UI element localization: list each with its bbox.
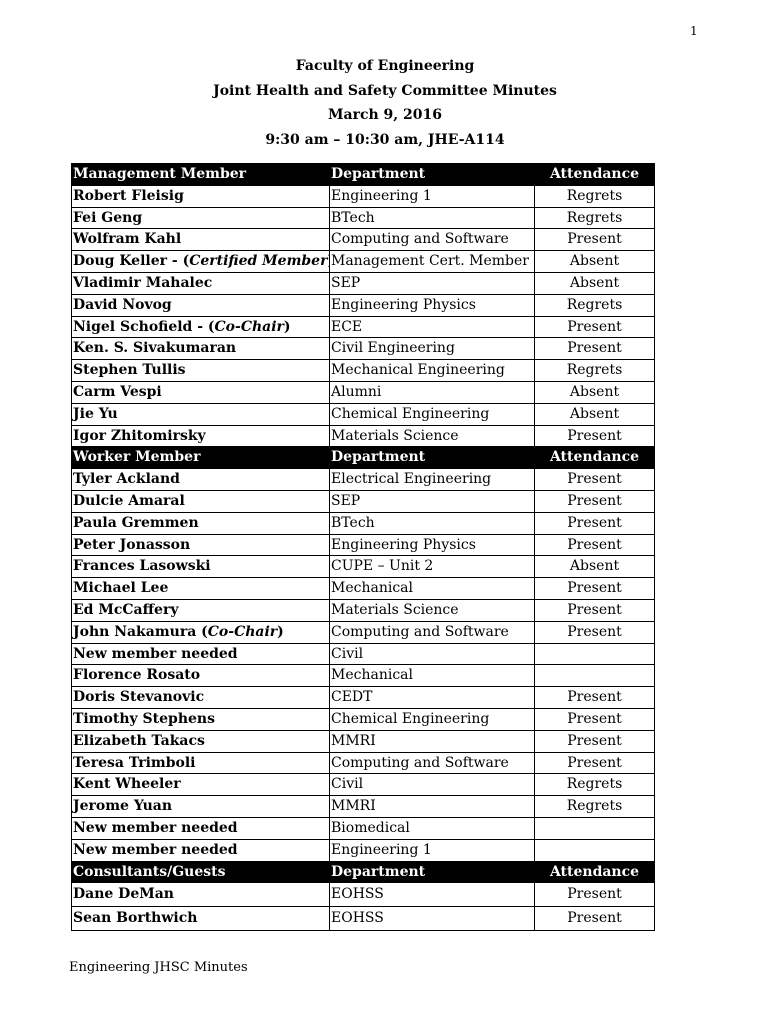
- member-name: Igor Zhitomirsky: [72, 425, 330, 447]
- guests-column-header: Department: [330, 861, 535, 883]
- member-department: Engineering Physics: [330, 534, 535, 556]
- management-header-row: [72, 164, 655, 186]
- member-name: Fei Geng: [72, 207, 330, 229]
- member-name: Wolfram Kahl: [72, 229, 330, 251]
- member-department: SEP: [330, 272, 535, 294]
- member-name: New member needed: [72, 839, 330, 861]
- member-attendance: [535, 817, 655, 839]
- member-attendance: Absent: [535, 381, 655, 403]
- table-row: [72, 207, 655, 229]
- table-row: [72, 425, 655, 447]
- member-department: MMRI: [330, 730, 535, 752]
- member-attendance: Regrets: [535, 774, 655, 796]
- member-name: Timothy Stephens: [72, 708, 330, 730]
- member-department: MMRI: [330, 796, 535, 818]
- member-department: SEP: [330, 490, 535, 512]
- member-attendance: Present: [535, 469, 655, 491]
- member-department: EOHSS: [330, 907, 535, 931]
- member-department: Computing and Software: [330, 621, 535, 643]
- member-attendance: Present: [535, 534, 655, 556]
- workers-column-header: Attendance: [535, 447, 655, 469]
- meeting-date: March 9, 2016: [328, 107, 442, 123]
- member-name: Dulcie Amaral: [72, 490, 330, 512]
- member-name-suffix: ): [283, 318, 291, 335]
- member-name: Robert Fleisig: [72, 185, 330, 207]
- management-column-header: Management Member: [72, 164, 330, 186]
- member-role: Co-Chair: [214, 318, 284, 335]
- member-department: EOHSS: [330, 883, 535, 907]
- guests-column-header: Consultants/Guests: [72, 861, 330, 883]
- member-department: Computing and Software: [330, 229, 535, 251]
- table-row: [72, 839, 655, 861]
- member-department: Mechanical Engineering: [330, 360, 535, 382]
- member-attendance: Present: [535, 599, 655, 621]
- member-attendance: Regrets: [535, 185, 655, 207]
- member-attendance: Absent: [535, 403, 655, 425]
- member-department: Engineering Physics: [330, 294, 535, 316]
- table-row: [72, 229, 655, 251]
- management-column-header: Attendance: [535, 164, 655, 186]
- page-number: 1: [690, 24, 698, 38]
- table-row: [72, 316, 655, 338]
- table-row: [72, 251, 655, 273]
- member-name: Paula Gremmen: [72, 512, 330, 534]
- workers-header-row: [72, 447, 655, 469]
- member-department: Engineering 1: [330, 185, 535, 207]
- member-name: Ken. S. Sivakumaran: [72, 338, 330, 360]
- table-row: [72, 883, 655, 907]
- member-name: David Novog: [72, 294, 330, 316]
- member-department: Electrical Engineering: [330, 469, 535, 491]
- table-row: [72, 687, 655, 709]
- member-attendance: [535, 839, 655, 861]
- member-department: Chemical Engineering: [330, 403, 535, 425]
- table-row: [72, 578, 655, 600]
- member-name: Florence Rosato: [72, 665, 330, 687]
- table-row: [72, 272, 655, 294]
- table-row: [72, 360, 655, 382]
- table-row: [72, 621, 655, 643]
- member-attendance: Present: [535, 316, 655, 338]
- table-row: [72, 556, 655, 578]
- guests-header-row: [72, 861, 655, 883]
- member-role: Co-Chair: [207, 623, 278, 640]
- member-name: New member needed: [72, 643, 330, 665]
- member-department: Materials Science: [330, 599, 535, 621]
- member-department: CEDT: [330, 687, 535, 709]
- member-name: New member needed: [72, 817, 330, 839]
- member-name: Dane DeMan: [72, 883, 330, 907]
- member-attendance: Regrets: [535, 796, 655, 818]
- faculty-title: Faculty of Engineering: [295, 58, 475, 74]
- member-attendance: Present: [535, 883, 655, 907]
- member-department: Mechanical: [330, 665, 535, 687]
- member-department: ECE: [330, 316, 535, 338]
- member-name: Kent Wheeler: [72, 774, 330, 796]
- member-department: Materials Science: [330, 425, 535, 447]
- member-attendance: Present: [535, 907, 655, 931]
- table-row: [72, 185, 655, 207]
- table-row: [72, 490, 655, 512]
- table-row: [72, 643, 655, 665]
- member-attendance: Present: [535, 730, 655, 752]
- member-department: Civil: [330, 774, 535, 796]
- member-attendance: Present: [535, 708, 655, 730]
- member-name: [72, 316, 330, 338]
- table-row: [72, 730, 655, 752]
- member-name: Sean Borthwich: [72, 907, 330, 931]
- member-name: Frances Lasowski: [72, 556, 330, 578]
- member-department: Biomedical: [330, 817, 535, 839]
- member-attendance: Absent: [535, 556, 655, 578]
- member-department: Civil Engineering: [330, 338, 535, 360]
- footer-text: Engineering JHSC Minutes: [69, 960, 248, 975]
- table-row: [72, 708, 655, 730]
- member-name-text: John Nakamura (: [73, 623, 208, 640]
- table-row: [72, 817, 655, 839]
- member-attendance: Absent: [535, 272, 655, 294]
- member-name: Jerome Yuan: [72, 796, 330, 818]
- member-attendance: Absent: [535, 251, 655, 273]
- table-row: [72, 381, 655, 403]
- member-attendance: Present: [535, 512, 655, 534]
- member-department: Mechanical: [330, 578, 535, 600]
- member-name: [72, 251, 330, 273]
- table-row: [72, 338, 655, 360]
- member-role: Certified Member: [189, 253, 328, 270]
- member-department: BTech: [330, 207, 535, 229]
- member-name: Vladimir Mahalec: [72, 272, 330, 294]
- member-attendance: Regrets: [535, 360, 655, 382]
- table-row: [72, 512, 655, 534]
- table-row: [72, 294, 655, 316]
- member-department: Chemical Engineering: [330, 708, 535, 730]
- table-row: [72, 665, 655, 687]
- member-attendance: Present: [535, 578, 655, 600]
- table-row: [72, 774, 655, 796]
- workers-column-header: Department: [330, 447, 535, 469]
- member-name-suffix: ): [277, 623, 284, 640]
- table-row: [72, 796, 655, 818]
- member-name: Ed McCaffery: [72, 599, 330, 621]
- table-row: [72, 403, 655, 425]
- attendance-table: [71, 163, 655, 931]
- table-row: [72, 599, 655, 621]
- member-name: Teresa Trimboli: [72, 752, 330, 774]
- member-department: Engineering 1: [330, 839, 535, 861]
- meeting-time-location: 9:30 am – 10:30 am, JHE-A114: [265, 131, 505, 148]
- management-column-header: Department: [330, 164, 535, 186]
- member-name: Michael Lee: [72, 578, 330, 600]
- member-name-text: Doug Keller - (: [73, 253, 190, 270]
- table-row: [72, 534, 655, 556]
- member-attendance: Present: [535, 229, 655, 251]
- member-attendance: Regrets: [535, 207, 655, 229]
- member-attendance: Present: [535, 687, 655, 709]
- member-attendance: [535, 643, 655, 665]
- member-department: Computing and Software: [330, 752, 535, 774]
- member-attendance: Regrets: [535, 294, 655, 316]
- table-row: [72, 752, 655, 774]
- member-department: BTech: [330, 512, 535, 534]
- member-attendance: Present: [535, 752, 655, 774]
- member-name-text: Nigel Schofield - (: [73, 318, 215, 335]
- member-name: Tyler Ackland: [72, 469, 330, 491]
- member-department: Management Cert. Member: [330, 251, 535, 273]
- document-header: [0, 54, 770, 152]
- workers-column-header: Worker Member: [72, 447, 330, 469]
- guests-column-header: Attendance: [535, 861, 655, 883]
- member-name: Elizabeth Takacs: [72, 730, 330, 752]
- member-name: Doris Stevanovic: [72, 687, 330, 709]
- member-department: Alumni: [330, 381, 535, 403]
- table-row: [72, 469, 655, 491]
- member-attendance: [535, 665, 655, 687]
- member-department: Civil: [330, 643, 535, 665]
- member-attendance: Present: [535, 338, 655, 360]
- member-name: Carm Vespi: [72, 381, 330, 403]
- member-name: Stephen Tullis: [72, 360, 330, 382]
- member-department: CUPE – Unit 2: [330, 556, 535, 578]
- table-row: [72, 907, 655, 931]
- member-name: Peter Jonasson: [72, 534, 330, 556]
- member-name: [72, 621, 330, 643]
- member-name: Jie Yu: [72, 403, 330, 425]
- committee-title: Joint Health and Safety Committee Minutes: [213, 82, 557, 99]
- member-attendance: Present: [535, 425, 655, 447]
- member-attendance: Present: [535, 490, 655, 512]
- member-attendance: Present: [535, 621, 655, 643]
